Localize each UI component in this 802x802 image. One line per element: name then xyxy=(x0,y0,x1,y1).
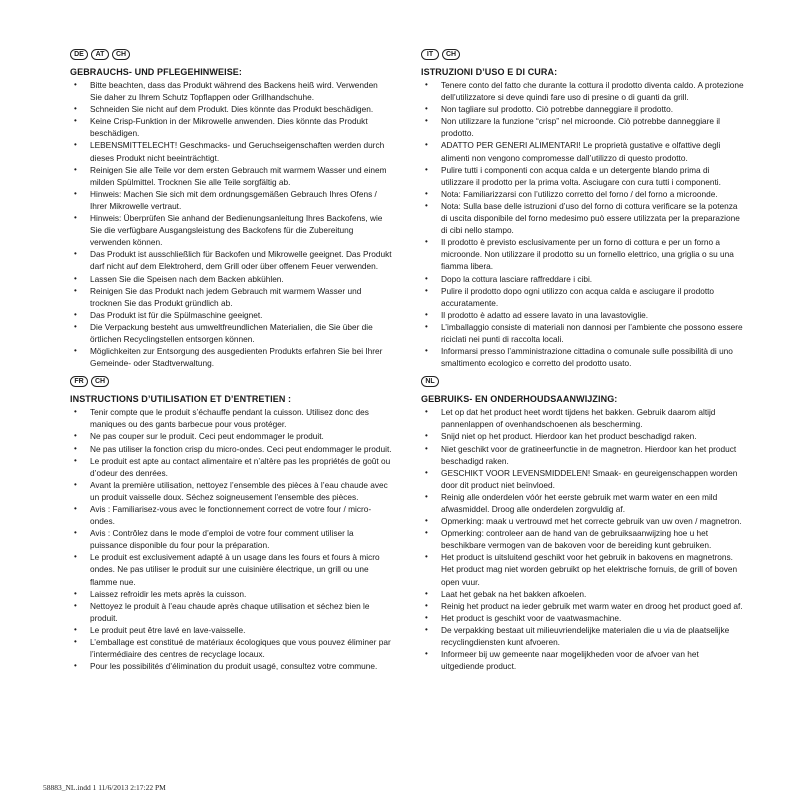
badge-at: AT xyxy=(91,49,109,60)
list-item: • Tenir compte que le produit s’échauffe pendant la cuisson. Utilisez donc des maniques ou des gants barbecue pour vous protéger. xyxy=(70,406,392,430)
list-item: • Avis : Contrôlez dans le mode d’emploi de votre four comment utiliser la puissance disponible du four pour la préparation. xyxy=(70,527,392,551)
instruction-list-de xyxy=(70,79,392,369)
list-item: • Reinig alle onderdelen vóór het eerste gebruik met warm water en een mild afwasmiddel. Droog alle onderdelen zorgvuldig af. xyxy=(421,491,744,515)
list-item: • Het product is uitsluitend geschikt voor het gebruik in bakovens en magnetrons. Het product mag niet worden gebruikt op het elektrische fornuis, de grill of boven open vuur. xyxy=(421,551,744,587)
list-item: • Le produit est exclusivement adapté à un usage dans les fours et fours à micro ondes. Ne pas utiliser le produit sur une cuisinière électrique, un grill ou une flamme nue. xyxy=(70,551,392,587)
list-item: • Informarsi presso l’amministrazione cittadina o comunale sulle possibilità di uno smaltimento ecologico e corretto del prodotto usato. xyxy=(421,345,744,369)
list-item: • Informeer bij uw gemeente naar mogelijkheden voor de afvoer van het uitgediende product. xyxy=(421,648,744,672)
badge-it: IT xyxy=(421,49,439,60)
print-slug: 58883_NL.indd 1 11/6/2013 2:17:22 PM xyxy=(43,783,166,792)
list-item: • Pour les possibilités d’élimination du produit usagé, consultez votre commune. xyxy=(70,660,392,672)
badge-nl: NL xyxy=(421,376,439,387)
language-badges-it xyxy=(421,48,744,61)
list-item: • De verpakking bestaat uit milieuvriendelijke materialen die u via de plaatselijke recyclingdiensten kunt afvoeren. xyxy=(421,624,744,648)
list-item: • Das Produkt ist ausschließlich für Backofen und Mikrowelle geeignet. Das Produkt darf nicht auf dem Elektroherd, dem Grill oder über offenem Feuer verwenden. xyxy=(70,248,392,272)
instruction-list-fr xyxy=(70,406,392,672)
list-item: • Ne pas utiliser la fonction crisp du micro-ondes. Ceci peut endommager le produit. xyxy=(70,443,392,455)
section-heading-fr: INSTRUCTIONS D’UTILISATION ET D’ENTRETIEN : xyxy=(70,394,292,405)
list-item: • Il prodotto è previsto esclusivamente per un forno di cottura e per un forno a microonde. Non utilizzare il prodotto su un fornello elettrico, una griglia o su una fiamma libera. xyxy=(421,236,744,272)
badge-fr: FR xyxy=(70,376,88,387)
language-badges-de xyxy=(70,48,392,61)
list-item: • Reinigen Sie das Produkt nach jedem Gebrauch mit warmem Wasser und trocknen Sie das Produkt gründlich ab. xyxy=(70,285,392,309)
list-item: • Hinweis: Überprüfen Sie anhand der Bedienungsanleitung Ihres Backofens, wie Sie die verfügbare Ausgangsleistung des Backofens für die Zubereitung verwenden können. xyxy=(70,212,392,248)
section-heading-de: GEBRAUCHS- UND PFLEGEHINWEISE: xyxy=(70,67,243,77)
list-item: • Dopo la cottura lasciare raffreddare i cibi. xyxy=(421,273,744,285)
list-item: • Niet geschikt voor de gratineerfunctie in de magnetron. Hierdoor kan het product beschadigd raken. xyxy=(421,443,744,467)
section-heading-it: ISTRUZIONI D’USO E DI CURA: xyxy=(421,67,558,77)
list-item: • ADATTO PER GENERI ALIMENTARI! Le proprietà gustative e olfattive degli alimenti non vengono compromesse dall’utilizzo di questo prodotto. xyxy=(421,139,744,163)
section-de xyxy=(70,48,392,369)
badge-ch: CH xyxy=(112,49,130,60)
section-heading-nl: GEBRUIKS- EN ONDERHOUDSAANWIJZING: xyxy=(421,394,618,405)
list-item: • L’imballaggio consiste di materiali non dannosi per l’ambiente che possono essere riciclati nei punti di raccolta locali. xyxy=(421,321,744,345)
list-item: • Pulire tutti i componenti con acqua calda e un detergente blando prima di utilizzare il prodotto per la prima volta. Asciugare con cura tutti i componenti. xyxy=(421,164,744,188)
list-item: • Nota: Sulla base delle istruzioni d’uso del forno di cottura verificare se la potenza di uscita disponibile del forno medesimo può essere utilizzata per la preparazione di cibi nello stampo. xyxy=(421,200,744,236)
list-item: • Laat het gebak na het bakken afkoelen. xyxy=(421,588,744,600)
list-item: • Tenere conto del fatto che durante la cottura il prodotto diventa caldo. A protezione dell’utilizzatore si deve quindi fare uso di presine o di guanti da grill. xyxy=(421,79,744,103)
list-item: • GESCHIKT VOOR LEVENSMIDDELEN! Smaak- en geureigenschappen worden door dit product niet beïnvloed. xyxy=(421,467,744,491)
list-item: • LEBENSMITTELECHT! Geschmacks- und Geruchseigenschaften werden durch dieses Produkt nicht beeinträchtigt. xyxy=(70,139,392,163)
list-item: • Opmerking: maak u vertrouwd met het correcte gebruik van uw oven / magnetron. xyxy=(421,515,744,527)
list-item: • Hinweis: Machen Sie sich mit dem ordnungsgemäßen Gebrauch Ihres Ofens / Ihrer Mikrowelle vertraut. xyxy=(70,188,392,212)
left-column xyxy=(70,48,392,678)
list-item: • Avis : Familiarisez-vous avec le fonctionnement correct de votre four / micro-ondes. xyxy=(70,503,392,527)
list-item: • Die Verpackung besteht aus umweltfreundlichen Materialien, die Sie über die örtlichen Recyclingstellen entsorgen können. xyxy=(70,321,392,345)
list-item: • Het product is geschikt voor de vaatwasmachine. xyxy=(421,612,744,624)
section-fr xyxy=(70,375,392,672)
list-item: • Let op dat het product heet wordt tijdens het bakken. Gebruik daarom altijd pannenlappen of ovenhandschoenen als bescherming. xyxy=(421,406,744,430)
section-it xyxy=(421,48,744,369)
list-item: • Ne pas couper sur le produit. Ceci peut endommager le produit. xyxy=(70,430,392,442)
list-item: • Laissez refroidir les mets après la cuisson. xyxy=(70,588,392,600)
list-item: • L’emballage est constitué de matériaux écologiques que vous pouvez éliminer par l’intermédiaire des centres de recyclage locaux. xyxy=(70,636,392,660)
list-item: • Non tagliare sul prodotto. Ciò potrebbe danneggiare il prodotto. xyxy=(421,103,744,115)
section-nl xyxy=(421,375,744,672)
list-item: • Avant la première utilisation, nettoyez l’ensemble des pièces à l’eau chaude avec un produit vaisselle doux. Séchez soigneusement l’ensemble des pièces. xyxy=(70,479,392,503)
instruction-list-nl xyxy=(421,406,744,672)
list-item: • Bitte beachten, dass das Produkt während des Backens heiß wird. Verwenden Sie daher zu Ihrem Schutz Topflappen oder Grillhandschuhe. xyxy=(70,79,392,103)
list-item: • Reinig het product na ieder gebruik met warm water en droog het product goed af. xyxy=(421,600,744,612)
right-column xyxy=(421,48,744,678)
list-item: • Nettoyez le produit à l’eau chaude après chaque utilisation et séchez bien le produit. xyxy=(70,600,392,624)
badge-ch: CH xyxy=(442,49,460,60)
list-item: • Le produit peut être lavé en lave-vaisselle. xyxy=(70,624,392,636)
list-item: • Reinigen Sie alle Teile vor dem ersten Gebrauch mit warmem Wasser und einem milden Spülmittel. Trocknen Sie alle Teile sorgfältig ab. xyxy=(70,164,392,188)
language-badges-nl xyxy=(421,375,744,388)
instruction-list-it xyxy=(421,79,744,369)
list-item: • Schneiden Sie nicht auf dem Produkt. Dies könnte das Produkt beschädigen. xyxy=(70,103,392,115)
list-item: • Nota: Familiarizzarsi con l’utilizzo corretto del forno / del forno a microonde. xyxy=(421,188,744,200)
list-item: • Keine Crisp-Funktion in der Mikrowelle anwenden. Dies könnte das Produkt beschädigen. xyxy=(70,115,392,139)
badge-de: DE xyxy=(70,49,88,60)
list-item: • Il prodotto è adatto ad essere lavato in una lavastoviglie. xyxy=(421,309,744,321)
list-item: • Lassen Sie die Speisen nach dem Backen abkühlen. xyxy=(70,273,392,285)
language-badges-fr xyxy=(70,375,392,388)
list-item: • Opmerking: controleer aan de hand van de gebruiksaanwijzing hoe u het beschikbare vermogen van de bakoven voor de bereiding kunt gebruiken. xyxy=(421,527,744,551)
list-item: • Le produit est apte au contact alimentaire et n’altère pas les propriétés de goût ou d’odeur des denrées. xyxy=(70,455,392,479)
list-item: • Non utilizzare la funzione “crisp” nel microonde. Ciò potrebbe danneggiare il prodotto. xyxy=(421,115,744,139)
list-item: • Pulire il prodotto dopo ogni utilizzo con acqua calda e asciugare il prodotto accuratamente. xyxy=(421,285,744,309)
badge-ch: CH xyxy=(91,376,109,387)
list-item: • Snijd niet op het product. Hierdoor kan het product beschadigd raken. xyxy=(421,430,744,442)
list-item: • Das Produkt ist für die Spülmaschine geeignet. xyxy=(70,309,392,321)
list-item: • Möglichkeiten zur Entsorgung des ausgedienten Produkts erfahren Sie bei Ihrer Gemeinde- oder Stadtverwaltung. xyxy=(70,345,392,369)
